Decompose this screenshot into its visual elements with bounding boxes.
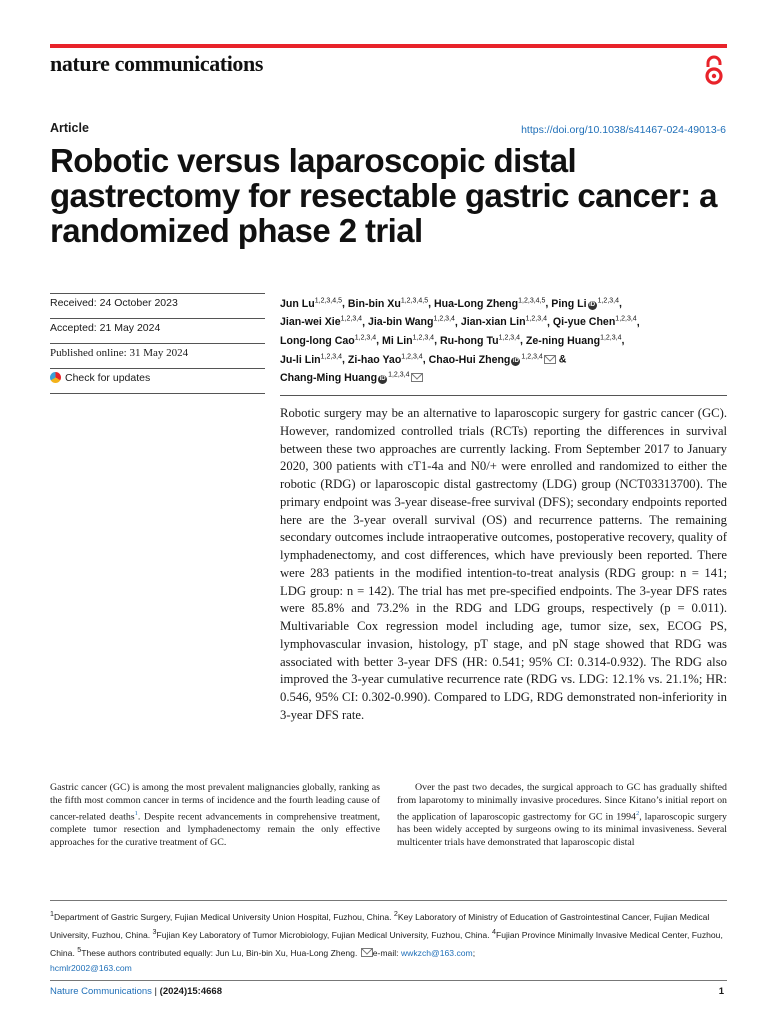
author-name[interactable]: Bin-bin Xu$^{1,2,3,4,5}$ <box>347 297 429 310</box>
author-name[interactable]: Ru-hong Tu$^{1,2,3,4}$ <box>439 334 521 347</box>
footer-divider <box>50 980 727 981</box>
footer-citation: Nature Communications | (2024)15:4668 <box>50 986 222 997</box>
orcid-icon[interactable]: iD <box>512 357 519 364</box>
author-name[interactable]: Chang-Ming Huang iD$^{1,2,3,4}$ <box>280 371 410 385</box>
check-updates-icon <box>50 372 61 383</box>
email-icon[interactable] <box>544 355 556 364</box>
article-title: Robotic versus laparoscopic distal gastrectomy for resectable gastric cancer: a randomized phase 2 trial <box>50 142 717 249</box>
author-name[interactable]: Qi-yue Chen$^{1,2,3,4}$ <box>552 315 637 329</box>
check-updates-button[interactable] <box>50 368 265 393</box>
author-name[interactable]: Jian-xian Lin$^{1,2,3,4}$ <box>460 315 547 329</box>
footnote-divider <box>50 900 727 901</box>
accepted-date: Accepted: 21 May 2024 <box>50 318 265 343</box>
email-icon[interactable] <box>411 373 423 382</box>
header-accent-bar <box>50 44 727 48</box>
author-name[interactable]: Ping Li iD$^{1,2,3,4}$ <box>551 297 620 310</box>
orcid-icon[interactable]: iD <box>589 301 596 308</box>
published-date: Published online: 31 May 2024 <box>50 343 265 368</box>
author-name[interactable]: Ju-li Lin$^{1,2,3,4}$ <box>280 353 343 366</box>
reference-link[interactable]: 2 <box>635 809 640 817</box>
author-name[interactable]: Zi-hao Yao$^{1,2,3,4}$ <box>347 353 423 366</box>
article-metadata <box>50 293 265 395</box>
author-list: Jun Lu$^{1,2,3,4,5}$, Bin-bin Xu$^{1,2,3,4,5}$, Hua-Long Zheng$^{1,2,3,4,5}$, Ping Li iD$^{1,2,3,4}$, Jian-wei Xie$^{1,2,3,4}$, Jia-bin Wang$^{1,2,3,4}$, Jian-xian Lin$^{1,2,3,4}$, Qi-yue Chen$^{1,2,3,4}$, Long-long Cao$^{1,2,3,4}$, Mi Lin$^{1,2,3,4}$, Ru-hong Tu$^{1,2,3,4}$, Ze-ning Huang$^{1,2,3,4}$, Ju-li Lin$^{1,2,3,4}$, Zi-hao Yao$^{1,2,3,4}$, Chao-Hui Zheng iD$^{1,2,3,4}$ & Chang-Ming Huang iD$^{1,2,3,4}$ <box>280 297 640 385</box>
author-name[interactable]: Jun Lu$^{1,2,3,4,5}$ <box>280 297 342 310</box>
affiliation-footnotes: $^1$Department of Gastric Surgery, Fujian Medical University Union Hospital, Fuzhou, China. $^2$Key Laboratory of Ministry of Education of Gastrointestinal Cancer, Fujian Medical University, Fuzhou, China. $^3$Fujian Key Laboratory of Tumor Microbiology, Fujian Medical University, Fuzhou, China. $^4$Fujian Province Minimally Invasive Medical Center, Fuzhou, China. $^5$These authors contributed equally: Jun Lu, Bin-bin Xu, Hua-Long Zheng. e-mail: wwkzch@163.com; hcmlr2002@163.com <box>50 910 723 973</box>
author-name[interactable]: Chao-Hui Zheng iD$^{1,2,3,4}$ <box>428 353 543 366</box>
email-link[interactable]: hcmlr2002@163.com <box>50 962 132 973</box>
body-column-left: Gastric cancer (GC) is among the most prevalent malignancies globally, ranking as the fifth most common cancer in terms of incidence and the fourth leading cause of cancer-related deaths$^1$. Despite recent advancements in comprehensive treatment, complete tumor resection and lymphadenectomy remain the only effective approaches for the curative treatment of GC. <box>50 782 380 848</box>
footer-journal-link[interactable]: Nature Communications <box>50 986 152 997</box>
page-number: 1 <box>718 986 724 997</box>
author-name[interactable]: Hua-Long Zheng$^{1,2,3,4,5}$ <box>433 297 546 310</box>
email-icon <box>361 948 373 957</box>
check-updates-label: Check for updates <box>65 372 151 384</box>
open-access-icon[interactable] <box>702 54 726 86</box>
orcid-icon[interactable]: iD <box>379 376 386 383</box>
reference-link[interactable]: 1 <box>134 809 138 817</box>
metadata-divider <box>50 393 265 395</box>
author-name[interactable]: Jia-bin Wang$^{1,2,3,4}$ <box>367 315 455 329</box>
abstract: Robotic surgery may be an alternative to laparoscopic surgery for gastric cancer (GC). However, randomized controlled trials (RCTs) reporting the differences in survival between these two approaches are currently lacking. From September 2017 to January 2020, 300 patients with cT1-4a and N0/+ were enrolled and randomized to either the robotic (RDG) or laparoscopic distal gastrectomy (LDG) group (NCT03313700). The primary endpoint was 3-year disease-free survival (DFS); secondary endpoints reported here are the 3-year overall survival (OS) and recurrence patterns. The remaining secondary outcomes include intraoperative outcomes, postoperative recovery, quality of lymphadenectomy, and cost differences, which have previously been reported. There were 283 patients in the modified intention-to-treat analysis (RDG group: n = 141; LDG group: n = 142). The trial has met pre-specified endpoints. The 3-year DFS rates were 85.8% and 73.2% in the RDG and LDG groups, respectively (p = 0.011). Multivariable Cox regression model including age, tumor size, sex, ECOG PS, lymphovascular invasion, histology, pT stage, and pN stage showed that RDG was associated with better 3-year DFS (HR: 0.541; 95% CI: 0.314-0.932). The RDG also improved the 3-year cumulative recurrence rate (RDG vs. LDG: 12.1% vs. 21.1%; HR: 0.546, 95% CI: 0.302-0.990). Compared to LDG, RDG demonstrated non-inferiority in 3-year DFS rate. <box>280 406 727 722</box>
doi-link[interactable]: https://doi.org/10.1038/s41467-024-49013-6 <box>521 124 726 136</box>
email-link[interactable]: wwkzch@163.com <box>400 947 473 958</box>
author-name[interactable]: Long-long Cao$^{1,2,3,4}$ <box>280 334 377 347</box>
author-name[interactable]: Mi Lin$^{1,2,3,4}$ <box>382 334 435 347</box>
author-name[interactable]: Ze-ning Huang$^{1,2,3,4}$ <box>525 334 622 347</box>
abstract-divider <box>280 395 727 396</box>
journal-name[interactable]: nature communications <box>50 51 264 76</box>
received-date: Received: 24 October 2023 <box>50 293 265 318</box>
article-type-label: Article <box>50 121 89 135</box>
author-name[interactable]: Jian-wei Xie$^{1,2,3,4}$ <box>280 315 363 329</box>
body-column-right: Over the past two decades, the surgical approach to GC has gradually shifted from laparotomy to minimally invasive procedures. Since Kitano’s initial report on the application of laparoscopic gastrectomy for GC in 1994$^2$, laparoscopic surgery has been widely accepted by surgeons owing to its minimal invasiveness. Several multicenter trials have demonstrated that laparoscopic distal <box>397 782 727 848</box>
